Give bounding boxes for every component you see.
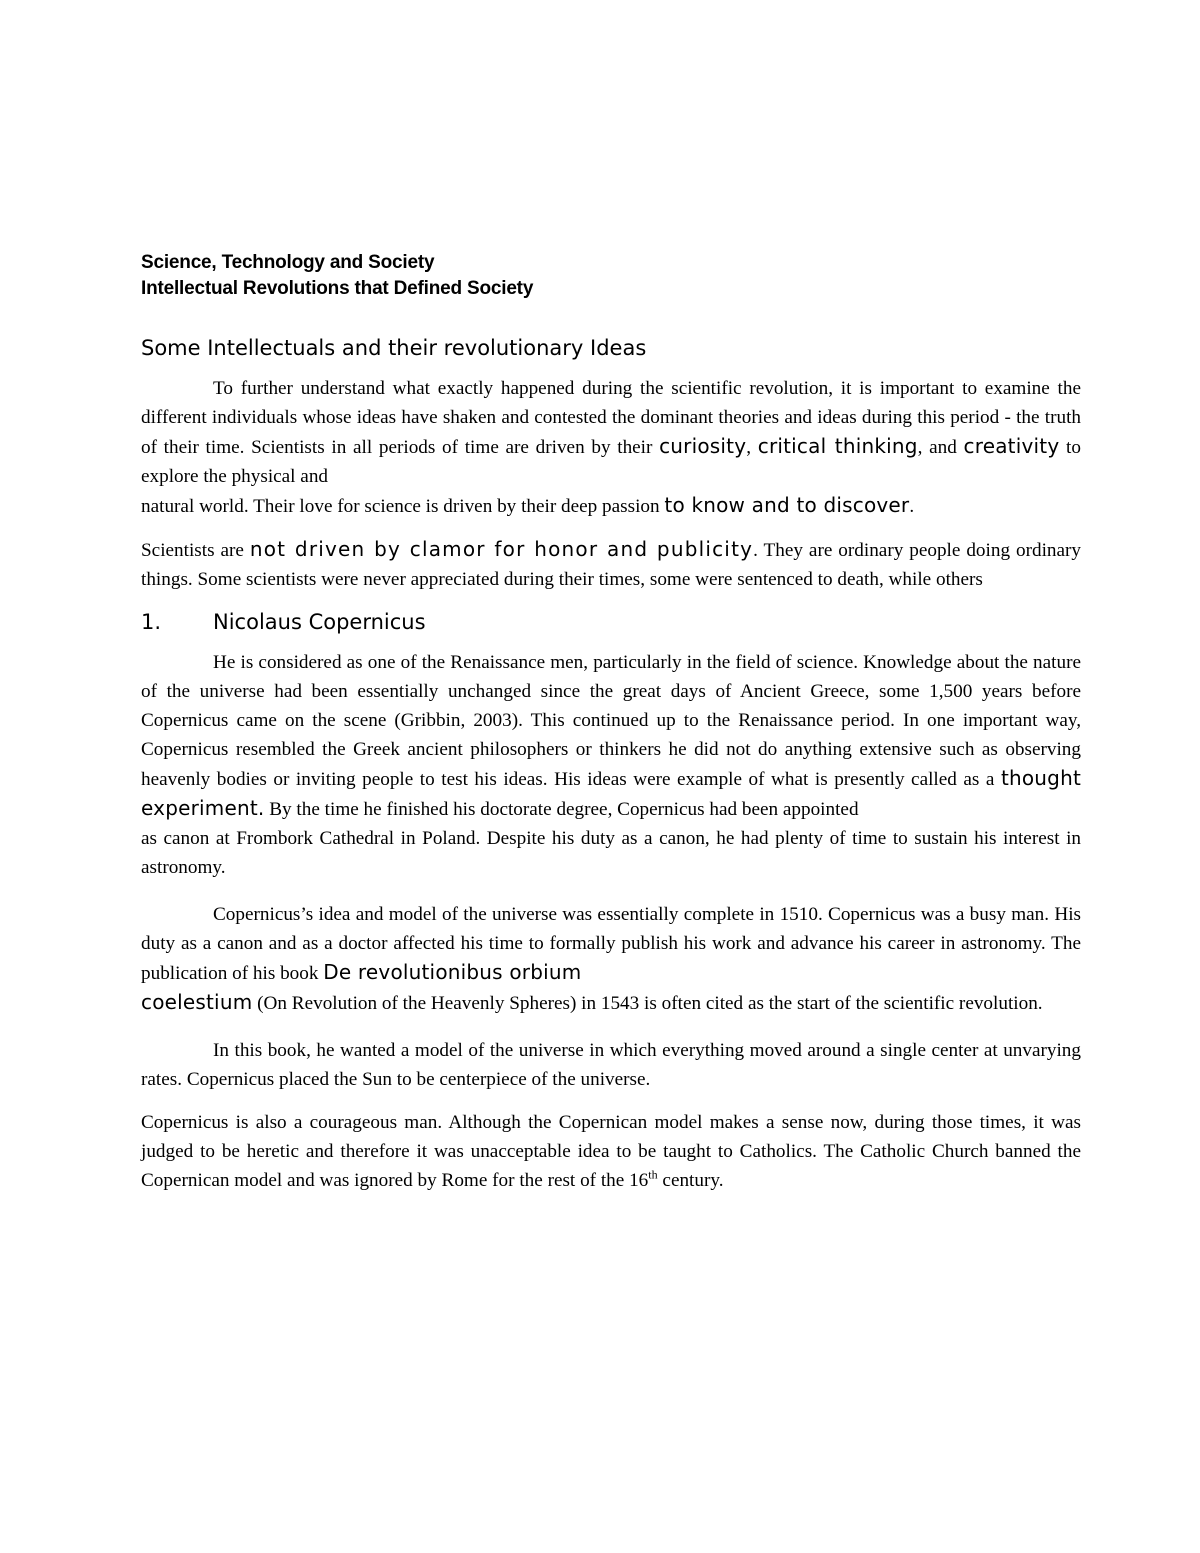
- intro-text-d: to explore the physical and: [141, 437, 1081, 487]
- copernicus-paragraph-2-continued: [141, 988, 1081, 1018]
- section-heading: Some Intellectuals and their revolutionary Ideas: [141, 336, 647, 360]
- emphasis-book-title-2: coelestium: [141, 990, 253, 1014]
- cop2-text-b: (On Revolution of the Heavenly Spheres) in 1543 is often cited as the start of the scientific revolution.: [252, 993, 1043, 1014]
- emphasis-book-title-1: De revolutionibus orbium: [323, 960, 582, 984]
- document-page: [141, 250, 1081, 1195]
- copernicus-paragraph-1-continued: [141, 824, 1081, 882]
- heading-name: Nicolaus Copernicus: [213, 610, 426, 634]
- emphasis-thought-experiment: thought experiment.: [141, 766, 1081, 820]
- superscript-th: th: [648, 1167, 658, 1182]
- intro-paragraph-1: [141, 374, 1081, 491]
- copernicus-paragraph-3: In this book, he wanted a model of the universe in which everything moved around a single center at unvarying rates. Copernicus placed the Sun to be centerpiece of the universe.: [141, 1040, 1081, 1090]
- copernicus-paragraph-2: [141, 900, 1081, 988]
- cop1-text-a: He is considered as one of the Renaissance men, particularly in the field of science. Knowledge about the nature of the universe had been essentially unchanged since the great days of Ancient Greece, some 1,500 years before Copernicus came on the scene (Gribbin, 2003). This continued up to the Renaissance period. In one important way, Copernicus resembled the Greek ancient philosophers or thinkers he did not do anything extensive such as observing heavenly bodies or inviting people to test his ideas. His ideas were example of what is presently called as a: [141, 652, 1081, 790]
- intro-text-a: To further understand what exactly happened during the scientific revolution, it is important to examine the different individuals whose ideas have shaken and contested the dominant theories and ideas during this period - the truth of their time. Scientists in all periods of time are driven by their: [141, 378, 1081, 458]
- emphasis-curiosity: curiosity: [659, 434, 747, 458]
- intro-paragraph-1-continued: [141, 491, 1081, 521]
- topic-title: Intellectual Revolutions that Defined Society: [141, 278, 534, 299]
- intro-text-b: ,: [746, 437, 758, 458]
- cop4-text-b: century.: [657, 1170, 724, 1191]
- copernicus-paragraph-1: [141, 648, 1081, 824]
- intro-paragraph-2: [141, 535, 1081, 594]
- emphasis-not-driven: not driven by clamor for honor and publicity: [249, 537, 754, 561]
- emphasis-know-discover: to know and to discover: [664, 493, 910, 517]
- intro-text-e: natural world. Their love for science is driven by their deep passion: [141, 496, 665, 517]
- course-title: Science, Technology and Society: [141, 252, 435, 273]
- copernicus-paragraph-4: [141, 1108, 1081, 1195]
- emphasis-critical-thinking: critical thinking: [757, 434, 918, 458]
- intro-text-f: .: [909, 496, 915, 517]
- heading-number: 1.: [141, 610, 162, 634]
- copernicus-heading: [141, 608, 1081, 636]
- emphasis-creativity: creativity: [963, 434, 1060, 458]
- cop1-text-c: as canon at Frombork Cathedral in Poland. Despite his duty as a canon, he had plenty of time to sustain his interest in astronomy.: [141, 828, 1081, 878]
- cop4-text-a: Copernicus is also a courageous man. Although the Copernican model makes a sense now, during those times, it was judged to be heretic and therefore it was unacceptable idea to be taught to Catholics. The Catholic Church banned the Copernican model and was ignored by Rome for the rest of the 16: [141, 1112, 1081, 1191]
- cop1-text-b: By the time he finished his doctorate degree, Copernicus had been appointed: [264, 799, 859, 820]
- intro2-text-b: . They are ordinary people doing ordinary things. Some scientists were never appreciated during their times, some were sentenced to death, while others: [141, 540, 1081, 590]
- intro-text-c: , and: [917, 437, 964, 458]
- cop2-text-a: Copernicus’s idea and model of the universe was essentially complete in 1510. Copernicus was a busy man. His duty as a canon and as a doctor affected his time to formally publish his work and advance his career in astronomy. The publication of his book: [141, 904, 1081, 984]
- intro2-text-a: Scientists are: [141, 540, 250, 561]
